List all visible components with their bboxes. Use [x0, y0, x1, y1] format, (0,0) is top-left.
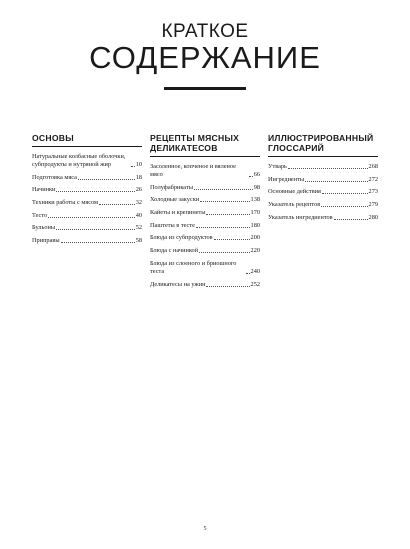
toc-entry-label: Полуфабрикаты [150, 183, 193, 191]
toc-list [32, 153, 142, 245]
toc-entry-page: 272 [368, 175, 378, 183]
toc-entry-page: 40 [135, 211, 142, 219]
toc-entry [32, 186, 142, 194]
toc-entry-page: 10 [135, 161, 142, 168]
dot-leader [194, 189, 253, 190]
toc-entry [150, 281, 260, 289]
toc-entry-label: Блюда из слоеного и бриошного теста [150, 259, 237, 275]
toc-entry-page: 252 [250, 280, 260, 288]
toc-entry-page: 240 [250, 267, 260, 275]
title-rule [164, 87, 246, 90]
toc-entry [32, 199, 142, 207]
toc-entry-page: 58 [135, 237, 142, 245]
toc-entry-label: Начинки [32, 186, 56, 194]
toc-entry [268, 214, 378, 222]
toc-entry [32, 174, 142, 182]
toc-entry [268, 176, 378, 184]
toc-entry-label: Блюда с начинкой [150, 247, 199, 255]
toc-entry-page: 280 [368, 213, 378, 221]
toc-entry [150, 234, 260, 242]
toc-entry-page: 180 [250, 221, 260, 229]
toc-column-basics [32, 133, 142, 250]
toc-entry-page: 279 [368, 201, 378, 209]
toc-entry-page: 98 [253, 183, 260, 191]
toc-entry-label: Ингредиенты [268, 175, 305, 183]
dot-leader [334, 219, 368, 220]
toc-entry-label: Основные действия [268, 188, 321, 196]
toc-entry-page: 32 [135, 199, 142, 207]
toc-entry-label: Паштеты в тесте [150, 221, 195, 229]
toc-entry-label: Засоленное, копченое и вяленое мясо [150, 163, 236, 178]
dot-leader [214, 239, 250, 240]
toc-entry [268, 201, 378, 209]
dot-leader [48, 217, 135, 218]
dot-leader [206, 214, 249, 215]
toc-entry-page: 26 [135, 186, 142, 194]
section-heading: ИЛЛЮСТРИРОВАННЫЙ ГЛОССАРИЙ [268, 133, 378, 157]
toc-entry-label: Бульоны [32, 224, 56, 232]
toc-entry [268, 163, 378, 171]
toc-entry-label: Натуральные колбасные оболочки, субпродукты и нутряной жир [32, 153, 126, 168]
toc-entry-label: Указатель рецептов [268, 201, 321, 209]
toc-entry-label: Указатель ингредиентов [268, 213, 333, 221]
toc-column-recipes [150, 133, 260, 293]
toc-entry [150, 196, 260, 204]
toc-entry-label: Утварь [268, 163, 287, 170]
toc-entry-page: 138 [250, 196, 260, 204]
toc-entry-label: Тесто [32, 211, 48, 219]
toc-entry-page: 220 [250, 247, 260, 255]
toc-entry-page: 268 [368, 163, 378, 170]
dot-leader [321, 206, 367, 207]
toc-entry [268, 188, 378, 196]
toc-entry [150, 222, 260, 230]
dot-leader [78, 179, 135, 180]
toc-entry-label: Приправы [32, 237, 60, 245]
toc-entry-label: Подготовка мяса [32, 173, 77, 181]
toc-list [150, 163, 260, 289]
dot-leader [56, 229, 135, 230]
dot-leader [199, 252, 249, 253]
page-title-line1: КРАТКОЕ [161, 21, 249, 42]
section-heading: ОСНОВЫ [32, 133, 142, 147]
toc-entry [32, 224, 142, 232]
dot-leader [305, 181, 367, 182]
page-title-line2: СОДЕРЖАНИЕ [89, 40, 321, 75]
toc-column-glossary [268, 133, 378, 226]
toc-entry [32, 237, 142, 245]
dot-leader [249, 176, 253, 177]
toc-entry-page: 200 [250, 234, 260, 242]
toc-entry-page: 18 [135, 173, 142, 181]
dot-leader [131, 166, 135, 167]
toc-entry-page: 273 [368, 188, 378, 196]
toc-entry-page: 52 [135, 224, 142, 232]
page-number: 5 [203, 526, 207, 532]
toc-entry-label: Блюда из субпродуктов [150, 234, 213, 242]
toc-list [268, 163, 378, 222]
toc-entry [32, 153, 142, 169]
toc-entry-label: Деликатесы на ужин [150, 280, 206, 288]
toc-entry [32, 212, 142, 220]
dot-leader [322, 193, 368, 194]
dot-leader [196, 227, 250, 228]
section-heading: РЕЦЕПТЫ МЯСНЫХ ДЕЛИКАТЕСОВ [150, 133, 260, 157]
dot-leader [200, 201, 249, 202]
toc-entry [150, 260, 260, 276]
toc-entry [150, 209, 260, 217]
toc-entry [150, 247, 260, 255]
toc-entry-label: Техники работы с мясом [32, 199, 99, 207]
dot-leader [246, 273, 250, 274]
dot-leader [61, 242, 135, 243]
dot-leader [56, 191, 134, 192]
dot-leader [206, 286, 249, 287]
toc-entry-page: 66 [253, 171, 260, 178]
dot-leader [99, 204, 135, 205]
dot-leader [288, 168, 368, 169]
toc-entry-page: 170 [250, 209, 260, 217]
toc-entry [150, 184, 260, 192]
toc-entry-label: Холодные закуски [150, 196, 200, 204]
toc-entry-label: Кайеты и крепинеты [150, 209, 206, 217]
toc-entry [150, 163, 260, 179]
